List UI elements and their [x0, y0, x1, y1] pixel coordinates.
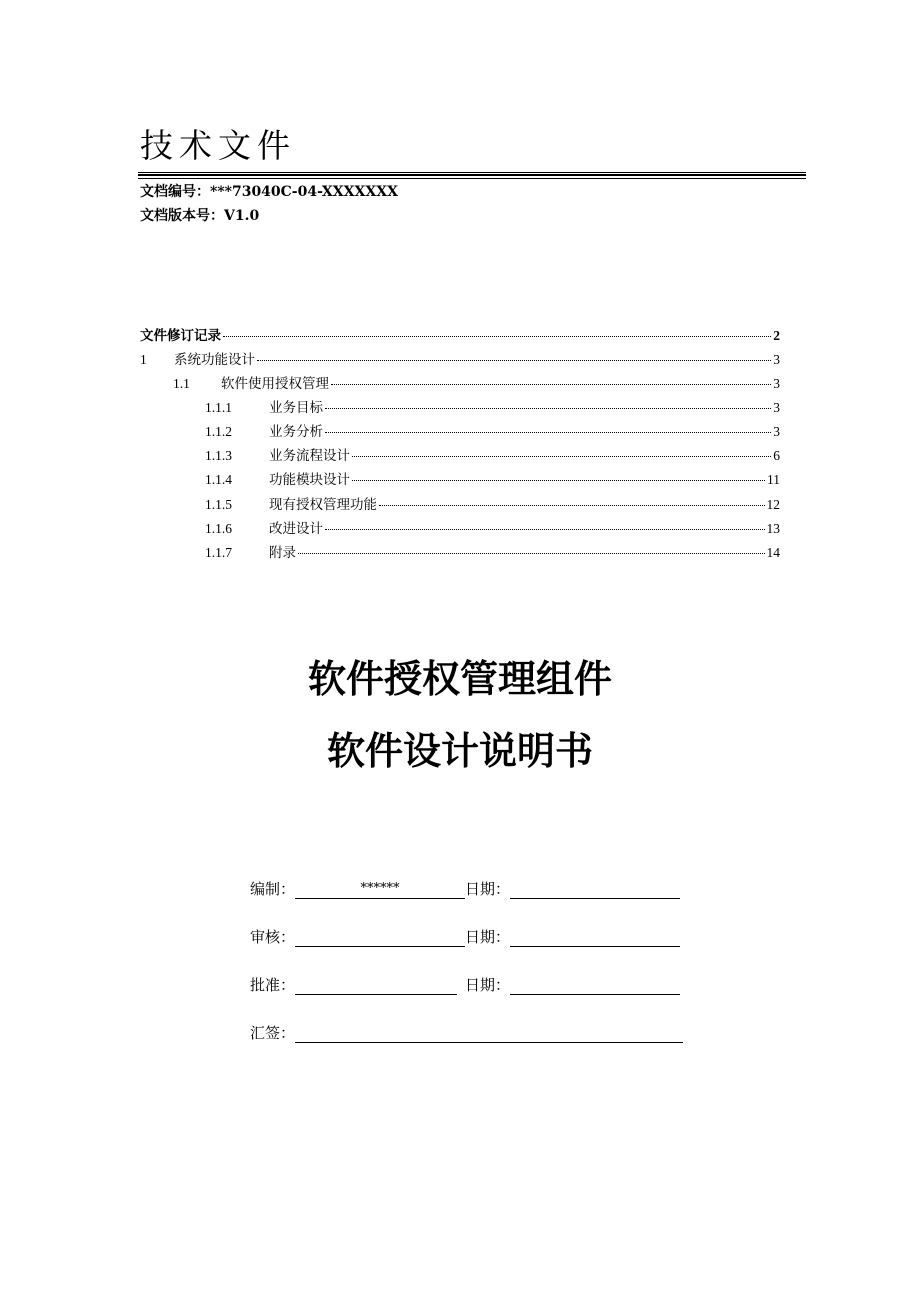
toc-number: 1.1.4: [205, 472, 232, 487]
toc-label: 文件修订记录: [140, 328, 221, 343]
toc-leader: [352, 468, 765, 481]
header-rule-bottom: [138, 178, 806, 179]
toc-number: 1: [140, 352, 147, 367]
countersign-label: 汇签：: [250, 1024, 296, 1042]
signature-row-approve: [250, 974, 680, 995]
toc-number: 1.1.1: [205, 400, 232, 415]
toc-page: 14: [766, 545, 780, 560]
toc-label: 业务目标: [269, 400, 323, 415]
toc-label: 软件使用授权管理: [221, 376, 329, 391]
compiled-label: 编制：: [250, 880, 296, 898]
toc-number: 1.1.2: [205, 424, 232, 439]
toc-item-revision-record[interactable]: [140, 324, 780, 344]
toc-label: 改进设计: [269, 521, 323, 536]
toc-number: 1.1.3: [205, 448, 232, 463]
header-rule-top: [138, 172, 806, 173]
review-date-field[interactable]: [510, 928, 680, 947]
countersign-field[interactable]: [295, 1024, 683, 1043]
compiled-date-field[interactable]: [510, 880, 680, 899]
main-title-line2: 软件设计说明书: [326, 729, 593, 773]
toc-leader: [331, 372, 771, 385]
toc-number: 1.1.5: [205, 497, 232, 512]
approve-date-field[interactable]: [510, 976, 680, 995]
toc-label: 功能模块设计: [269, 472, 350, 487]
header-rule-middle: [138, 174, 806, 176]
toc-item-1-1-2[interactable]: [205, 420, 780, 440]
toc-page: 3: [773, 400, 780, 415]
toc-page: 3: [773, 424, 780, 439]
date-label: 日期：: [465, 928, 511, 946]
signature-row-review: [250, 926, 680, 947]
toc-item-1-1[interactable]: [173, 372, 780, 392]
toc-leader: [325, 517, 765, 530]
date-label: 日期：: [465, 976, 511, 994]
toc-leader: [325, 396, 771, 409]
toc-label: 业务流程设计: [269, 448, 350, 463]
toc-number: 1.1: [173, 376, 190, 391]
toc-label: 附录: [269, 545, 296, 560]
toc-leader: [257, 348, 771, 361]
doc-version: 文档版本号：V1.0: [140, 208, 260, 224]
toc-label: 系统功能设计: [174, 352, 255, 367]
toc-leader: [325, 420, 771, 433]
toc-item-1-1-1[interactable]: [205, 396, 780, 416]
toc-item-1[interactable]: [140, 348, 780, 368]
toc-leader: [298, 541, 765, 554]
toc-number: 1.1.7: [205, 545, 232, 560]
approve-field[interactable]: [295, 976, 457, 995]
signature-row-compiled: [250, 878, 680, 899]
toc-page: 6: [773, 448, 780, 463]
toc-item-1-1-7[interactable]: [205, 541, 780, 561]
toc-page: 3: [773, 352, 780, 367]
toc-item-1-1-4[interactable]: [205, 468, 780, 488]
toc-page: 2: [773, 328, 780, 343]
review-field[interactable]: [295, 928, 465, 947]
toc-item-1-1-5[interactable]: [205, 493, 780, 513]
date-label: 日期：: [465, 880, 511, 898]
doc-number: 文档编号：***73040C-04-XXXXXXX: [140, 184, 398, 200]
toc-page: 12: [766, 497, 780, 512]
signature-row-countersign: [250, 1022, 683, 1043]
toc-label: 现有授权管理功能: [269, 497, 377, 512]
header-title: 技术文件: [140, 126, 296, 165]
toc-leader: [352, 444, 771, 457]
toc-label: 业务分析: [269, 424, 323, 439]
toc-page: 3: [773, 376, 780, 391]
toc-item-1-1-6[interactable]: [205, 517, 780, 537]
toc-page: 11: [767, 472, 780, 487]
compiled-field[interactable]: ******: [295, 880, 465, 899]
toc-leader: [379, 493, 765, 506]
review-label: 审核：: [250, 928, 296, 946]
toc-number: 1.1.6: [205, 521, 232, 536]
toc-leader: [223, 324, 771, 337]
toc-item-1-1-3[interactable]: [205, 444, 780, 464]
approve-label: 批准：: [250, 976, 296, 994]
toc-page: 13: [766, 521, 780, 536]
main-title-line1: 软件授权管理组件: [307, 657, 612, 701]
